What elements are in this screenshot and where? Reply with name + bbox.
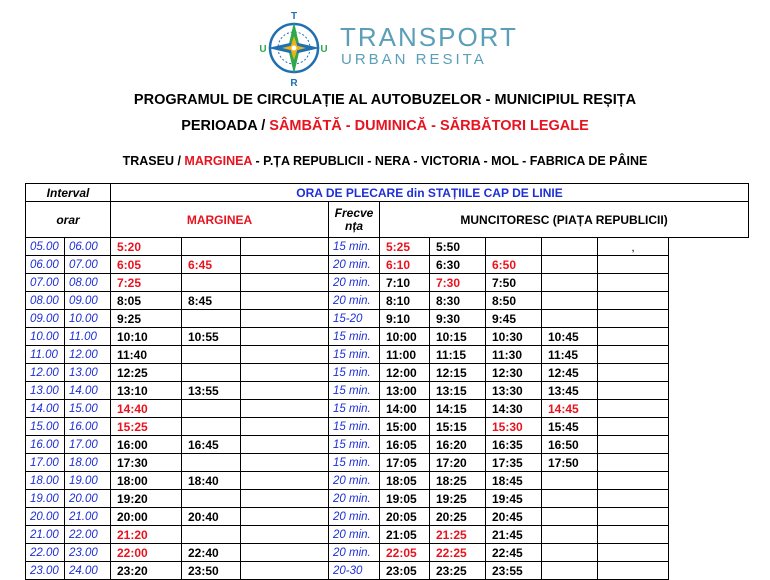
muncitoresc-departure: 7:30	[430, 274, 486, 292]
marginea-departure	[182, 238, 241, 256]
schedule-row	[26, 382, 749, 400]
muncitoresc-departure	[542, 292, 598, 310]
muncitoresc-departure: 7:10	[380, 274, 430, 292]
marginea-departure: 22:00	[111, 544, 182, 562]
interval-from: 15.00	[26, 418, 65, 436]
marginea-departure	[182, 346, 241, 364]
frequency: 20 min.	[329, 526, 380, 544]
logo-letter-left: U	[259, 44, 267, 55]
empty-cell	[598, 472, 669, 490]
route-stops: - P.ȚA REPUBLICII - NERA - VICTORIA - MOL - FABRICA DE PÂINE	[252, 154, 648, 168]
empty-cell	[241, 472, 329, 490]
marginea-departure: 23:50	[182, 562, 241, 580]
frequency: 20 min.	[329, 490, 380, 508]
muncitoresc-departure	[542, 274, 598, 292]
marginea-departure: 15:25	[111, 418, 182, 436]
logo-letter-bottom: R	[290, 78, 298, 88]
frequency: 20 min.	[329, 472, 380, 490]
schedule-row	[26, 508, 749, 526]
muncitoresc-departure: 23:05	[380, 562, 430, 580]
muncitoresc-departure: 12:45	[542, 364, 598, 382]
interval-to: 20.00	[65, 490, 111, 508]
empty-cell	[241, 454, 329, 472]
muncitoresc-departure: 17:05	[380, 454, 430, 472]
brand-subtitle: URBAN RESITA	[341, 51, 487, 68]
marginea-departure	[182, 526, 241, 544]
marginea-departure: 10:55	[182, 328, 241, 346]
logo-letter-top: T	[290, 11, 298, 22]
header-departure: ORA DE PLECARE din STAȚIILE CAP DE LINIE	[111, 184, 749, 202]
interval-to: 24.00	[65, 562, 111, 580]
empty-cell	[241, 490, 329, 508]
marginea-departure: 20:40	[182, 508, 241, 526]
empty-cell	[598, 328, 669, 346]
muncitoresc-departure: 11:45	[542, 346, 598, 364]
interval-from: 06.00	[26, 256, 65, 274]
frequency: 15 min.	[329, 364, 380, 382]
marginea-departure: 18:40	[182, 472, 241, 490]
muncitoresc-departure: 15:00	[380, 418, 430, 436]
muncitoresc-departure: 10:00	[380, 328, 430, 346]
interval-from: 05.00	[26, 238, 65, 256]
muncitoresc-departure: 6:10	[380, 256, 430, 274]
empty-cell	[598, 364, 669, 382]
route-line	[0, 154, 770, 168]
muncitoresc-departure: 8:30	[430, 292, 486, 310]
muncitoresc-departure: 12:15	[430, 364, 486, 382]
muncitoresc-departure: 21:05	[380, 526, 430, 544]
interval-to: 11.00	[65, 328, 111, 346]
interval-from: 14.00	[26, 400, 65, 418]
empty-cell	[598, 562, 669, 580]
route-start: MARGINEA	[184, 154, 252, 168]
muncitoresc-departure: 9:10	[380, 310, 430, 328]
empty-cell	[241, 256, 329, 274]
muncitoresc-departure: 9:45	[486, 310, 542, 328]
header-interval-text: Interval	[46, 185, 90, 200]
interval-from: 12.00	[26, 364, 65, 382]
muncitoresc-departure: 22:45	[486, 544, 542, 562]
empty-cell	[598, 508, 669, 526]
muncitoresc-departure: 23:55	[486, 562, 542, 580]
interval-to: 13.00	[65, 364, 111, 382]
muncitoresc-departure	[542, 508, 598, 526]
schedule-row	[26, 454, 749, 472]
schedule-row	[26, 436, 749, 454]
interval-to: 07.00	[65, 256, 111, 274]
marginea-departure	[182, 400, 241, 418]
marginea-departure	[182, 490, 241, 508]
interval-to: 19.00	[65, 472, 111, 490]
muncitoresc-departure: 20:25	[430, 508, 486, 526]
muncitoresc-departure: 21:25	[430, 526, 486, 544]
muncitoresc-departure: 13:45	[542, 382, 598, 400]
interval-to: 10.00	[65, 310, 111, 328]
frequency: 20 min.	[329, 274, 380, 292]
muncitoresc-departure: 8:10	[380, 292, 430, 310]
header-marginea: MARGINEA	[111, 202, 329, 238]
muncitoresc-departure: 9:30	[430, 310, 486, 328]
marginea-departure: 22:40	[182, 544, 241, 562]
muncitoresc-departure: 15:45	[542, 418, 598, 436]
muncitoresc-departure: 12:00	[380, 364, 430, 382]
brand-name: TRANSPORT	[340, 22, 518, 52]
interval-to: 17.00	[65, 436, 111, 454]
muncitoresc-departure	[542, 526, 598, 544]
interval-to: 18.00	[65, 454, 111, 472]
stray-mark: ,	[631, 239, 635, 254]
marginea-departure: 9:25	[111, 310, 182, 328]
schedule-row	[26, 400, 749, 418]
marginea-departure: 10:10	[111, 328, 182, 346]
frequency: 20 min.	[329, 508, 380, 526]
schedule-table	[25, 183, 749, 580]
muncitoresc-departure: 13:15	[430, 382, 486, 400]
header-interval	[26, 184, 111, 202]
schedule-row	[26, 328, 749, 346]
muncitoresc-departure: 18:05	[380, 472, 430, 490]
empty-cell	[241, 562, 329, 580]
marginea-departure: 6:45	[182, 256, 241, 274]
muncitoresc-departure: 8:50	[486, 292, 542, 310]
period-prefix: PERIOADA /	[181, 118, 270, 134]
muncitoresc-departure	[542, 256, 598, 274]
marginea-departure	[182, 274, 241, 292]
frequency: 20 min.	[329, 256, 380, 274]
empty-cell	[241, 526, 329, 544]
header-frequency	[329, 202, 380, 238]
muncitoresc-departure: 17:50	[542, 454, 598, 472]
interval-from: 11.00	[26, 346, 65, 364]
interval-to: 22.00	[65, 526, 111, 544]
marginea-departure: 5:20	[111, 238, 182, 256]
interval-to: 14.00	[65, 382, 111, 400]
muncitoresc-departure: 22:25	[430, 544, 486, 562]
interval-to: 23.00	[65, 544, 111, 562]
marginea-departure: 14:40	[111, 400, 182, 418]
frequency: 15 min.	[329, 346, 380, 364]
frequency: 20-30	[329, 562, 380, 580]
interval-from: 19.00	[26, 490, 65, 508]
marginea-departure: 12:25	[111, 364, 182, 382]
empty-cell	[241, 400, 329, 418]
marginea-departure: 7:25	[111, 274, 182, 292]
logo-letter-right: U	[320, 44, 328, 55]
empty-cell	[241, 310, 329, 328]
marginea-departure: 23:20	[111, 562, 182, 580]
muncitoresc-departure: 14:00	[380, 400, 430, 418]
empty-cell	[598, 526, 669, 544]
interval-to: 09.00	[65, 292, 111, 310]
muncitoresc-departure: 19:45	[486, 490, 542, 508]
muncitoresc-departure: 19:25	[430, 490, 486, 508]
muncitoresc-departure: 23:25	[430, 562, 486, 580]
muncitoresc-departure: 20:45	[486, 508, 542, 526]
muncitoresc-departure: 16:05	[380, 436, 430, 454]
interval-to: 16.00	[65, 418, 111, 436]
muncitoresc-departure	[542, 472, 598, 490]
interval-to: 08.00	[65, 274, 111, 292]
interval-from: 21.00	[26, 526, 65, 544]
interval-from: 20.00	[26, 508, 65, 526]
empty-cell	[598, 382, 669, 400]
interval-from: 10.00	[26, 328, 65, 346]
schedule-row	[26, 526, 749, 544]
empty-cell	[598, 274, 669, 292]
muncitoresc-departure: 14:30	[486, 400, 542, 418]
muncitoresc-departure: 13:00	[380, 382, 430, 400]
empty-cell	[598, 436, 669, 454]
muncitoresc-departure: 18:25	[430, 472, 486, 490]
empty-cell	[241, 346, 329, 364]
marginea-departure	[182, 310, 241, 328]
marginea-departure: 13:10	[111, 382, 182, 400]
muncitoresc-departure: 14:15	[430, 400, 486, 418]
empty-cell	[241, 364, 329, 382]
muncitoresc-departure: 10:45	[542, 328, 598, 346]
muncitoresc-departure: 18:45	[486, 472, 542, 490]
frequency: 15 min.	[329, 454, 380, 472]
muncitoresc-departure: 11:30	[486, 346, 542, 364]
interval-from: 13.00	[26, 382, 65, 400]
schedule-row	[26, 310, 749, 328]
marginea-departure	[182, 418, 241, 436]
header-muncitoresc: MUNCITORESC (PIAȚA REPUBLICII)	[380, 202, 749, 238]
muncitoresc-departure: 14:45	[542, 400, 598, 418]
interval-to: 06.00	[65, 238, 111, 256]
marginea-departure: 11:40	[111, 346, 182, 364]
period-days: SÂMBĂTĂ - DUMINICĂ - SĂRBĂTORI LEGALE	[269, 118, 589, 134]
empty-cell	[241, 274, 329, 292]
muncitoresc-departure	[486, 238, 542, 256]
schedule-row	[26, 346, 749, 364]
muncitoresc-departure: 17:20	[430, 454, 486, 472]
muncitoresc-departure	[542, 238, 598, 256]
frequency: 20 min.	[329, 292, 380, 310]
schedule-row	[26, 274, 749, 292]
header-orar: orar	[26, 202, 111, 238]
interval-from: 23.00	[26, 562, 65, 580]
muncitoresc-departure: 5:25	[380, 238, 430, 256]
interval-to: 21.00	[65, 508, 111, 526]
header-frequency-l1: Frecve	[334, 205, 374, 220]
muncitoresc-departure: 6:50	[486, 256, 542, 274]
frequency: 15 min.	[329, 238, 380, 256]
marginea-departure: 8:45	[182, 292, 241, 310]
frequency: 15 min.	[329, 400, 380, 418]
muncitoresc-departure: 10:30	[486, 328, 542, 346]
marginea-departure	[182, 364, 241, 382]
interval-from: 07.00	[26, 274, 65, 292]
empty-cell	[241, 292, 329, 310]
interval-from: 17.00	[26, 454, 65, 472]
empty-cell	[598, 310, 669, 328]
route-prefix: TRASEU /	[122, 154, 185, 168]
muncitoresc-departure: 12:30	[486, 364, 542, 382]
empty-cell	[598, 238, 669, 256]
muncitoresc-departure	[542, 490, 598, 508]
muncitoresc-departure	[542, 562, 598, 580]
empty-cell	[598, 454, 669, 472]
muncitoresc-departure: 20:05	[380, 508, 430, 526]
empty-cell	[598, 346, 669, 364]
empty-cell	[241, 382, 329, 400]
muncitoresc-departure: 19:05	[380, 490, 430, 508]
muncitoresc-departure: 21:45	[486, 526, 542, 544]
marginea-departure: 13:55	[182, 382, 241, 400]
interval-from: 22.00	[26, 544, 65, 562]
schedule-row	[26, 562, 749, 580]
schedule-row	[26, 418, 749, 436]
muncitoresc-departure: 16:35	[486, 436, 542, 454]
marginea-departure: 6:05	[111, 256, 182, 274]
frequency: 15 min.	[329, 382, 380, 400]
marginea-departure: 16:45	[182, 436, 241, 454]
empty-cell	[598, 400, 669, 418]
empty-cell	[598, 292, 669, 310]
muncitoresc-departure: 5:50	[430, 238, 486, 256]
muncitoresc-departure: 13:30	[486, 382, 542, 400]
marginea-departure: 21:20	[111, 526, 182, 544]
muncitoresc-departure: 10:15	[430, 328, 486, 346]
muncitoresc-departure: 16:50	[542, 436, 598, 454]
schedule-row	[26, 238, 749, 256]
marginea-departure: 16:00	[111, 436, 182, 454]
frequency: 20 min.	[329, 544, 380, 562]
muncitoresc-departure: 16:20	[430, 436, 486, 454]
schedule-row	[26, 292, 749, 310]
empty-cell	[241, 508, 329, 526]
marginea-departure: 20:00	[111, 508, 182, 526]
schedule-row	[26, 364, 749, 382]
frequency: 15 min.	[329, 418, 380, 436]
interval-to: 15.00	[65, 400, 111, 418]
marginea-departure	[182, 454, 241, 472]
empty-cell	[241, 328, 329, 346]
schedule-row	[26, 490, 749, 508]
interval-from: 09.00	[26, 310, 65, 328]
schedule-row	[26, 472, 749, 490]
muncitoresc-departure: 7:50	[486, 274, 542, 292]
interval-from: 16.00	[26, 436, 65, 454]
muncitoresc-departure	[542, 310, 598, 328]
muncitoresc-departure: 17:35	[486, 454, 542, 472]
marginea-departure: 19:20	[111, 490, 182, 508]
interval-from: 18.00	[26, 472, 65, 490]
header-frequency-l2: nța	[345, 218, 363, 233]
empty-cell	[241, 238, 329, 256]
empty-cell	[241, 436, 329, 454]
empty-cell	[598, 418, 669, 436]
schedule-row	[26, 256, 749, 274]
empty-cell	[598, 490, 669, 508]
marginea-departure: 18:00	[111, 472, 182, 490]
period-line	[0, 118, 770, 134]
muncitoresc-departure: 11:15	[430, 346, 486, 364]
muncitoresc-departure: 15:15	[430, 418, 486, 436]
empty-cell	[241, 418, 329, 436]
frequency: 15 min.	[329, 436, 380, 454]
frequency: 15 min.	[329, 328, 380, 346]
interval-to: 12.00	[65, 346, 111, 364]
empty-cell	[598, 256, 669, 274]
marginea-departure: 8:05	[111, 292, 182, 310]
muncitoresc-departure: 15:30	[486, 418, 542, 436]
frequency: 15-20	[329, 310, 380, 328]
muncitoresc-departure: 22:05	[380, 544, 430, 562]
compass-logo	[256, 8, 332, 88]
marginea-departure: 17:30	[111, 454, 182, 472]
muncitoresc-departure: 11:00	[380, 346, 430, 364]
interval-from: 08.00	[26, 292, 65, 310]
document-title: PROGRAMUL DE CIRCULAȚIE AL AUTOBUZELOR - MUNICIPIUL REȘIȚA	[133, 92, 637, 108]
muncitoresc-departure: 6:30	[430, 256, 486, 274]
